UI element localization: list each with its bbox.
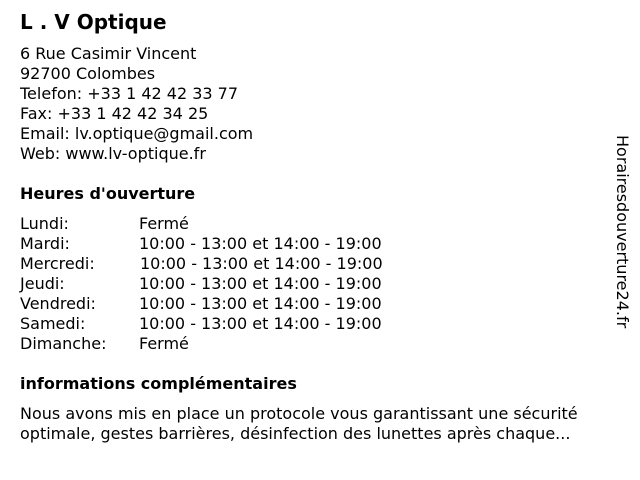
day-label: Mardi: [20,234,70,253]
day-label: Dimanche: [20,334,107,353]
info-line: optimale, gestes barrières, désinfection des lunettes après chaque... [20,424,571,443]
day-label: Lundi: [20,214,69,233]
hours-row-wednesday [20,254,440,274]
hours-row-friday [20,294,440,314]
time-value: Fermé [139,334,189,353]
time-value: Fermé [139,214,189,233]
hours-row-sunday [20,334,440,354]
time-value: 10:00 - 13:00 et 14:00 - 19:00 [139,234,382,253]
address-street: 6 Rue Casimir Vincent [20,44,197,63]
hours-heading: Heures d'ouverture [20,184,196,203]
email-address: Email: lv.optique@gmail.com [20,124,254,143]
hours-row-monday [20,214,440,234]
time-value: 10:00 - 13:00 et 14:00 - 19:00 [139,314,382,333]
day-label: Mercredi: [20,254,95,273]
website: Web: www.lv-optique.fr [20,144,206,163]
info-heading: informations complémentaires [20,374,297,393]
hours-row-saturday [20,314,440,334]
time-value: 10:00 - 13:00 et 14:00 - 19:00 [139,294,382,313]
fax-number: Fax: +33 1 42 42 34 25 [20,104,209,123]
business-name: L . V Optique [20,10,167,34]
day-label: Vendredi: [20,294,96,313]
info-description [20,404,620,444]
time-value: 10:00 - 13:00 et 14:00 - 19:00 [139,274,382,293]
time-value: 10:00 - 13:00 et 14:00 - 19:00 [140,254,383,273]
phone-number: Telefon: +33 1 42 42 33 77 [20,84,239,103]
hours-row-tuesday [20,234,440,254]
day-label: Jeudi: [20,274,65,293]
site-watermark: Horairesdouverture24.fr [613,135,632,329]
day-label: Samedi: [20,314,86,333]
address-city: 92700 Colombes [20,64,156,83]
contact-block [20,44,253,164]
hours-row-thursday [20,274,440,294]
info-line: Nous avons mis en place un protocole vous garantissant une sécurité [20,404,578,423]
opening-hours-table [20,214,440,354]
